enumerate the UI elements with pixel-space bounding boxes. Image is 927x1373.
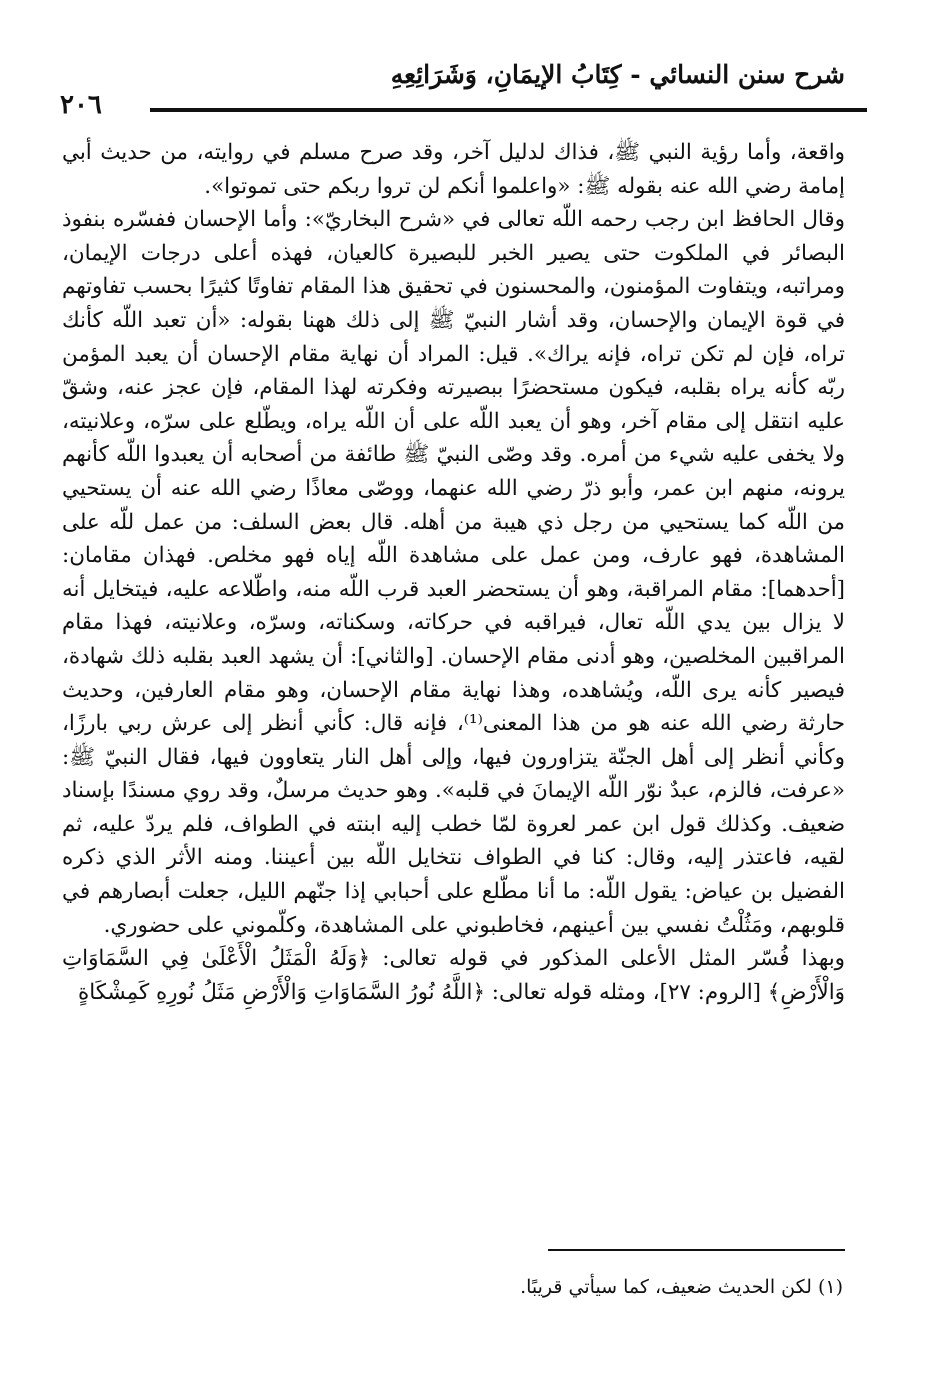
paragraph-3: وبهذا فُسّر المثل الأعلى المذكور في قوله تعالى: ﴿وَلَهُ الْمَثَلُ الْأَعْلَىٰ فِي السَّمَاوَاتِ وَالْأَرْضِ﴾ [الروم: ٢٧]، ومثله قوله تعالى: ﴿اللَّهُ نُورُ السَّمَاوَاتِ وَالْأَرْضِ مَثَلُ نُورِهِ كَمِشْكَاةٍ — [62, 946, 845, 1005]
footnote-1: (١) لكن الحديث ضعيف، كما سيأتي قريبًا. — [520, 1276, 843, 1298]
header-divider — [150, 108, 867, 112]
footnote-divider — [548, 1249, 845, 1251]
main-text — [62, 136, 845, 1009]
paragraph-1: واقعة، وأما رؤية النبي ﷺ، فذاك لدليل آخر، وقد صرح مسلم في روايته، من حديث أبي إمامة رضي الله عنه بقوله ﷺ: «واعلموا أنكم لن تروا ربكم حتى تموتوا». — [62, 140, 845, 199]
page-number: ٢٠٦ — [60, 90, 102, 120]
running-header-title: شرح سنن النسائي - كِتَابُ الإيمَانِ، وَشَرَائِعِهِ — [390, 60, 845, 89]
paragraph-2: وقال الحافظ ابن رجب رحمه اللّه تعالى في «شرح البخاريّ»: وأما الإحسان ففسّره بنفوذ البصائر في الملكوت حتى يصير الخبر للبصيرة كالعيان، فهذه أعلى درجات الإيمان، ومراتبه، ويتفاوت المؤمنون، والمحسنون في تحقيق هذا المقام تفاوتًا كثيرًا بحسب تفاوتهم في قوة الإيمان والإحسان، وقد أشار النبيّ ﷺ إلى ذلك ههنا بقوله: «أن تعبد اللّه كأنك تراه، فإن لم تكن تراه، فإنه يراك». قيل: المراد أن نهاية مقام الإحسان أن يعبد المؤمن ربّه كأنه يراه بقلبه، فيكون مستحضرًا ببصيرته وفكرته لهذا المقام، فإن عجز عنه، وشقّ عليه انتقل إلى مقام آخر، وهو أن يعبد اللّه على أن اللّه يراه، ويطّلع على سرّه، وعلانيته، ولا يخفى عليه شيء من أمره. وقد وصّى النبيّ ﷺ طائفة من أصحابه أن يعبدوا اللّه كأنهم يرونه، منهم ابن عمر، وأبو ذرّ رضي الله عنهما، ووصّى معاذًا رضي الله عنه أن يستحيي من اللّه كما يستحيي من رجل ذي هيبة من أهله. قال بعض السلف: من عمل للّه على المشاهدة، فهو عارف، ومن عمل على مشاهدة اللّه إياه فهو مخلص. فهذان مقامان: [أحدهما]: مقام المراقبة، وهو أن يستحضر العبد قرب اللّه منه، واطّلاعه عليه، فيتخايل أنه لا يزال بين يدي اللّه تعال، فيراقبه في حركاته، وسكناته، وسرّه، وعلانيته، فهذا مقام المراقبين المخلصين، وهو أدنى مقام الإحسان. [والثاني]: أن يشهد العبد بقلبه ذلك شهادة، فيصير كأنه يرى اللّه، ويُشاهده، وهذا نهاية مقام الإحسان، وهو مقام العارفين، وحديث حارثة رضي الله عنه هو من هذا المعنى⁽¹⁾، فإنه قال: كأني أنظر إلى عرش ربي بارزًا، وكأني أنظر إلى أهل الجنّة يتزاورون فيها، وإلى أهل النار يتعاوون فيها، فقال النبيّ ﷺ: «عرفت، فالزم، عبدٌ نوّر اللّه الإيمانَ في قلبه». وهو حديث مرسلٌ، وقد روي مسندًا بإسناد ضعيف. وكذلك قول ابن عمر لعروة لمّا خطب إليه ابنته في الطواف، فلم يردّ عليه، ثم لقيه، فاعتذر إليه، وقال: كنا في الطواف نتخايل اللّه بين أعيننا. ومنه الأثر الذي ذكره الفضيل بن عياض: يقول اللّه: ما أنا مطّلع على أحبابي إذا جنّهم الليل، جعلت أبصارهم في قلوبهم، ومَثُلْتُ نفسي بين أعينهم، فخاطبوني على المشاهدة، وكلّموني على حضوري. — [62, 207, 845, 938]
